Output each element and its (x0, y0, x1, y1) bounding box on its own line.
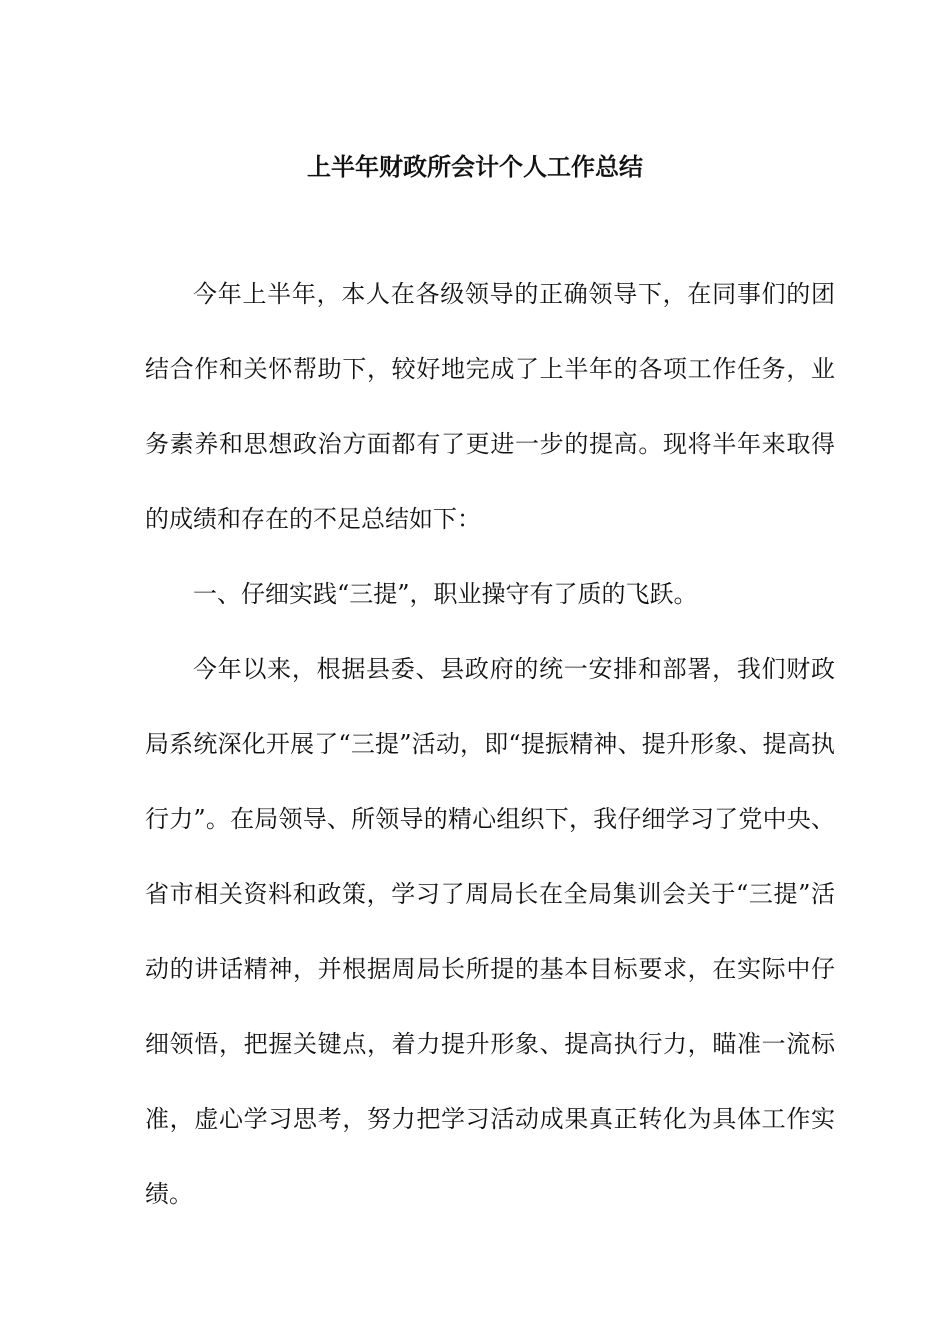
paragraph-section-heading: 一、仔细实践“三提”，职业操守有了质的飞跃。 (193, 580, 698, 608)
document-body (145, 257, 835, 1232)
document-title: 上半年财政所会计个人工作总结 (307, 152, 643, 182)
paragraph-section-body: 今年以来，根据县委、县政府的统一安排和部署，我们财政局系统深化开展了“三提”活动，即“提振精神、提升形象、提高执行力”。在局领导、所领导的精心组织下，我仔细学习了党中央、省市相关资料和政策，学习了周局长在全局集训会关于“三提”活动的讲话精神，并根据周局长所提的基本目标要求，在实际中仔细领悟，把握关键点，着力提升形象、提高执行力，瞄准一流标准，虚心学习思考，努力把学习活动成果真正转化为具体工作实绩。 (145, 655, 835, 1208)
paragraph-intro: 今年上半年，本人在各级领导的正确领导下，在同事们的团结合作和关怀帮助下，较好地完成了上半年的各项工作任务，业务素养和思想政治方面都有了更进一步的提高。现将半年来取得的成绩和存在的不足总结如下： (145, 280, 835, 533)
